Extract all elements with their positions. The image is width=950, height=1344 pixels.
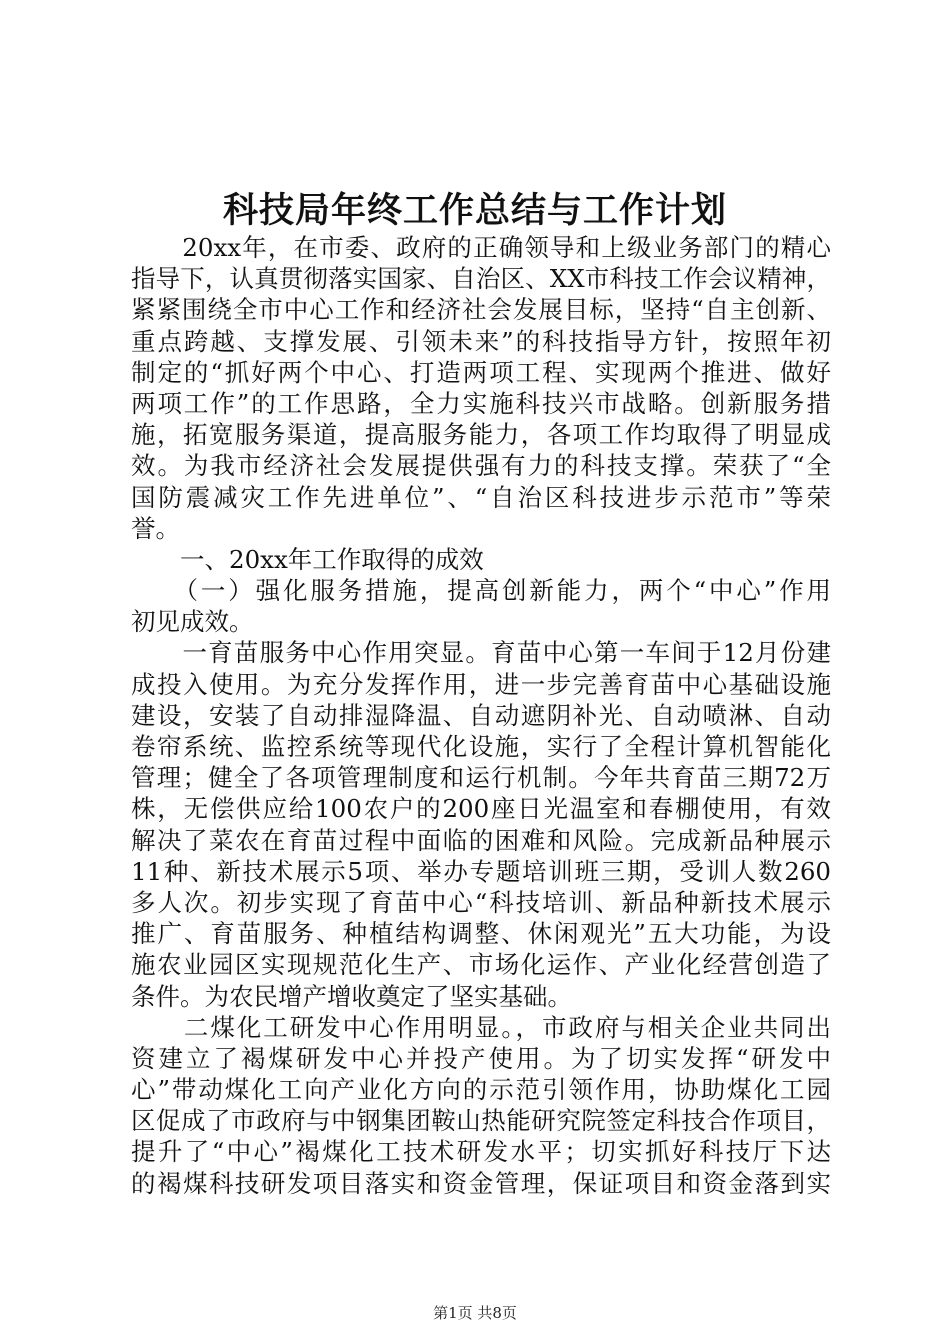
text-line: 解决了菜农在育苗过程中面临的困难和风险。完成新品种展示 bbox=[131, 825, 831, 855]
text-line: 指导下，认真贯彻落实国家、自治区、XX市科技工作会议精神， bbox=[131, 264, 831, 294]
text-line: 成投入使用。为充分发挥作用，进一步完善育苗中心基础设施 bbox=[131, 669, 831, 699]
text-line: 重点跨越、支撑发展、引领未来”的科技指导方针，按照年初 bbox=[131, 326, 831, 356]
text-line: 条件。为农民增产增收奠定了坚实基础。 bbox=[131, 981, 572, 1011]
text-line: 国防震减灾工作先进单位”、“自治区科技进步示范市”等荣 bbox=[131, 482, 831, 512]
text-line: 施农业园区实现规范化生产、市场化运作、产业化经营创造了 bbox=[131, 950, 831, 980]
text-line: 两项工作”的工作思路，全力实施科技兴市战略。创新服务措 bbox=[131, 388, 831, 418]
document-title: 科技局年终工作总结与工作计划 bbox=[222, 190, 727, 231]
text-line: 的褐煤科技研发项目落实和资金管理，保证项目和资金落到实 bbox=[131, 1168, 831, 1198]
text-line: 管理；健全了各项管理制度和运行机制。今年共育苗三期72万 bbox=[131, 763, 831, 793]
text-line: 建设，安装了自动排湿降温、自动遮阴补光、自动喷淋、自动 bbox=[131, 700, 831, 730]
text-line: 初见成效。 bbox=[131, 607, 254, 637]
page-footer: 第1页 共8页 bbox=[433, 1304, 517, 1322]
text-line: 资建立了褐煤研发中心并投产使用。为了切实发挥“研发中 bbox=[131, 1043, 831, 1073]
text-line: 提升了“中心”褐煤化工技术研发水平；切实抓好科技厅下达 bbox=[131, 1137, 831, 1167]
text-line: 二煤化工研发中心作用明显。，市政府与相关企业共同出 bbox=[131, 1012, 831, 1042]
text-line: 效。为我市经济社会发展提供强有力的科技支撑。荣获了“全 bbox=[131, 451, 831, 481]
text-line: 多人次。初步实现了育苗中心“科技培训、新品种新技术展示 bbox=[131, 887, 831, 917]
text-line: 卷帘系统、监控系统等现代化设施，实行了全程计算机智能化 bbox=[131, 732, 831, 761]
text-line: 制定的“抓好两个中心、打造两项工程、实现两个推进、做好 bbox=[131, 357, 831, 387]
text-line: 一育苗服务中心作用突显。育苗中心第一车间于12月份建 bbox=[131, 638, 831, 668]
text-line: 一、20xx年工作取得的成效 bbox=[131, 544, 484, 574]
text-line: 11种、新技术展示5项、举办专题培训班三期，受训人数260 bbox=[131, 856, 831, 886]
text-line: （一）强化服务措施，提高创新能力，两个“中心”作用 bbox=[131, 576, 831, 606]
text-line: 紧紧围绕全市中心工作和经济社会发展目标，坚持“自主创新、 bbox=[131, 295, 831, 325]
text-line: 20xx年，在市委、政府的正确领导和上级业务部门的精心 bbox=[131, 233, 831, 262]
text-line: 株，无偿供应给100农户的200座日光温室和春棚使用，有效 bbox=[131, 794, 831, 824]
text-line: 心”带动煤化工向产业化方向的示范引领作用，协助煤化工园 bbox=[131, 1075, 831, 1105]
text-line: 誉。 bbox=[131, 513, 180, 543]
text-line: 施，拓宽服务渠道，提高服务能力，各项工作均取得了明显成 bbox=[131, 420, 831, 450]
document-body bbox=[131, 232, 831, 1199]
text-line: 区促成了市政府与中钢集团鞍山热能研究院签定科技合作项目， bbox=[131, 1106, 831, 1136]
text-line: 推广、育苗服务、种植结构调整、休闲观光”五大功能，为设 bbox=[131, 919, 831, 949]
